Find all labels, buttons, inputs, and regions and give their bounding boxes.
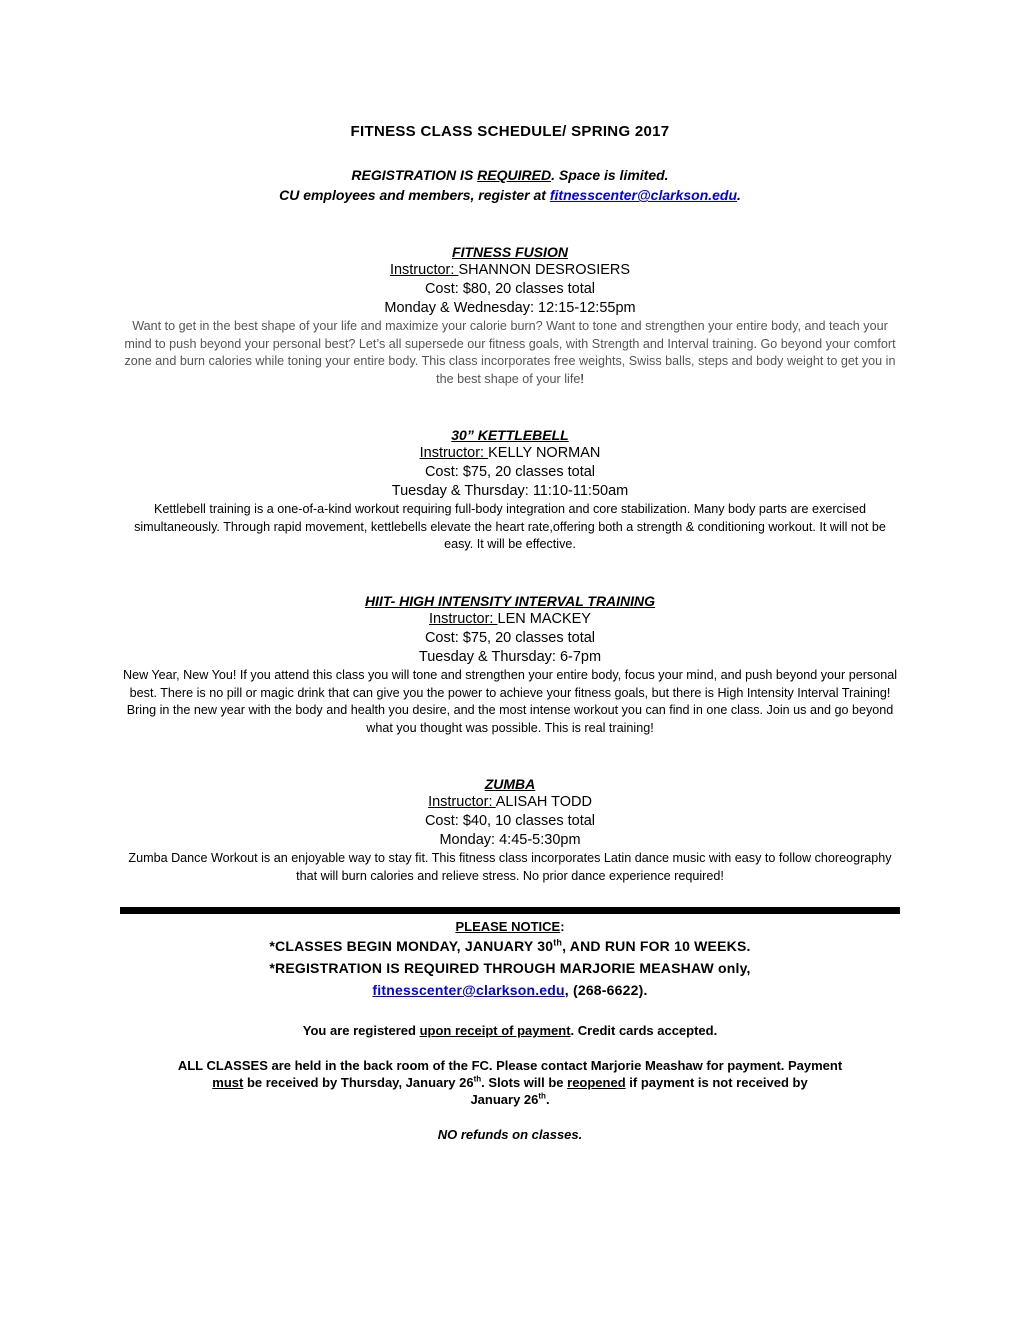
notice-heading: PLEASE NOTICE: xyxy=(455,919,565,934)
class-name: FITNESS FUSION xyxy=(452,244,568,260)
class-name: ZUMBA xyxy=(484,776,536,792)
notice-email-link[interactable]: fitnesscenter@clarkson.edu xyxy=(372,982,565,998)
registration-email-link[interactable]: fitnesscenter@clarkson.edu xyxy=(549,187,738,203)
class-instructor: Instructor: KELLY NORMAN xyxy=(419,445,601,461)
registration-line-2: CU employees and members, register at fitnesscenter@clarkson.edu. xyxy=(279,187,741,203)
class-name: 30” KETTLEBELL xyxy=(451,427,569,443)
class-description: New Year, New You! If you attend this class you will tone and strengthen your entire body, focus your mind, and push beyond your personal best. There is no pill or magic drink that can give you the power to achieve your fitness goals, but there is High Intensity Interval Training! Bring in the new year with the body and health you desire, and the most intense workout you can find in one class. Join us and go beyond what you thought was possible. This is real training! xyxy=(122,668,898,735)
class-schedule: Monday & Wednesday: 12:15-12:55pm xyxy=(384,300,636,316)
class-name: HIIT- HIGH INTENSITY INTERVAL TRAINING xyxy=(364,593,656,609)
class-schedule: Tuesday & Thursday: 11:10-11:50am xyxy=(391,483,629,499)
notice-location-paragraph: ALL CLASSES are held in the back room of the FC. Please contact Marjorie Meashaw for payment. Payment must be received by Thursday, January 26th. Slots will be reopened if payment is not received by January 26th. xyxy=(177,1058,843,1107)
page-title: FITNESS CLASS SCHEDULE/ SPRING 2017 xyxy=(350,123,670,140)
notice-registration-line: *REGISTRATION IS REQUIRED THROUGH MARJORIE MEASHAW only, xyxy=(269,960,751,976)
class-hiit xyxy=(120,592,900,737)
required-emphasis: REQUIRED xyxy=(477,167,552,183)
class-schedule: Tuesday & Thursday: 6-7pm xyxy=(418,649,602,665)
class-zumba xyxy=(120,775,900,885)
registration-block xyxy=(120,165,900,205)
notice-block xyxy=(120,918,900,1143)
class-instructor: Instructor: LEN MACKEY xyxy=(429,611,591,627)
class-cost: Cost: $75, 20 classes total xyxy=(424,464,596,480)
notice-payment-line: You are registered upon receipt of payment. Credit cards accepted. xyxy=(302,1023,718,1038)
class-fitness-fusion xyxy=(120,243,900,388)
divider-rule xyxy=(120,907,900,914)
class-description: Kettlebell training is a one-of-a-kind workout requiring full-body integration and core stabilization. Many body parts are exercised simultaneously. Through rapid movement, kettlebells elevate the heart rate,offering both a strength & conditioning workout. It will not be easy. It will be effective. xyxy=(134,502,886,551)
class-instructor: Instructor: SHANNON DESROSIERS xyxy=(389,262,631,278)
class-kettlebell xyxy=(120,426,900,554)
class-cost: Cost: $75, 20 classes total xyxy=(424,630,596,646)
class-description: Zumba Dance Workout is an enjoyable way to stay fit. This fitness class incorporates Latin dance music with easy to follow choreography that will burn calories and relieve stress. No prior dance experience required! xyxy=(128,851,892,883)
notice-contact-line: fitnesscenter@clarkson.edu, (268-6622). xyxy=(372,982,648,998)
notice-refunds: NO refunds on classes. xyxy=(437,1127,583,1142)
class-instructor: Instructor: ALISAH TODD xyxy=(428,794,592,810)
class-cost: Cost: $40, 10 classes total xyxy=(424,813,596,829)
class-cost: Cost: $80, 20 classes total xyxy=(424,281,596,297)
registration-line-1: REGISTRATION IS REQUIRED. Space is limited. xyxy=(351,167,669,183)
class-schedule: Monday: 4:45-5:30pm xyxy=(439,832,581,848)
notice-begin-line: *CLASSES BEGIN MONDAY, JANUARY 30th, AND RUN FOR 10 WEEKS. xyxy=(269,937,751,954)
class-description: Want to get in the best shape of your life and maximize your calorie burn? Want to tone and strengthen your entire body, and teach your mind to push beyond your personal best? Let’s all supersede our fitness goals, with Strength and Interval training. Go beyond your comfort zone and burn calories while toning your entire body. This class incorporates free weights, Swiss balls, steps and body weight to get you in the best shape of your life! xyxy=(124,319,896,386)
